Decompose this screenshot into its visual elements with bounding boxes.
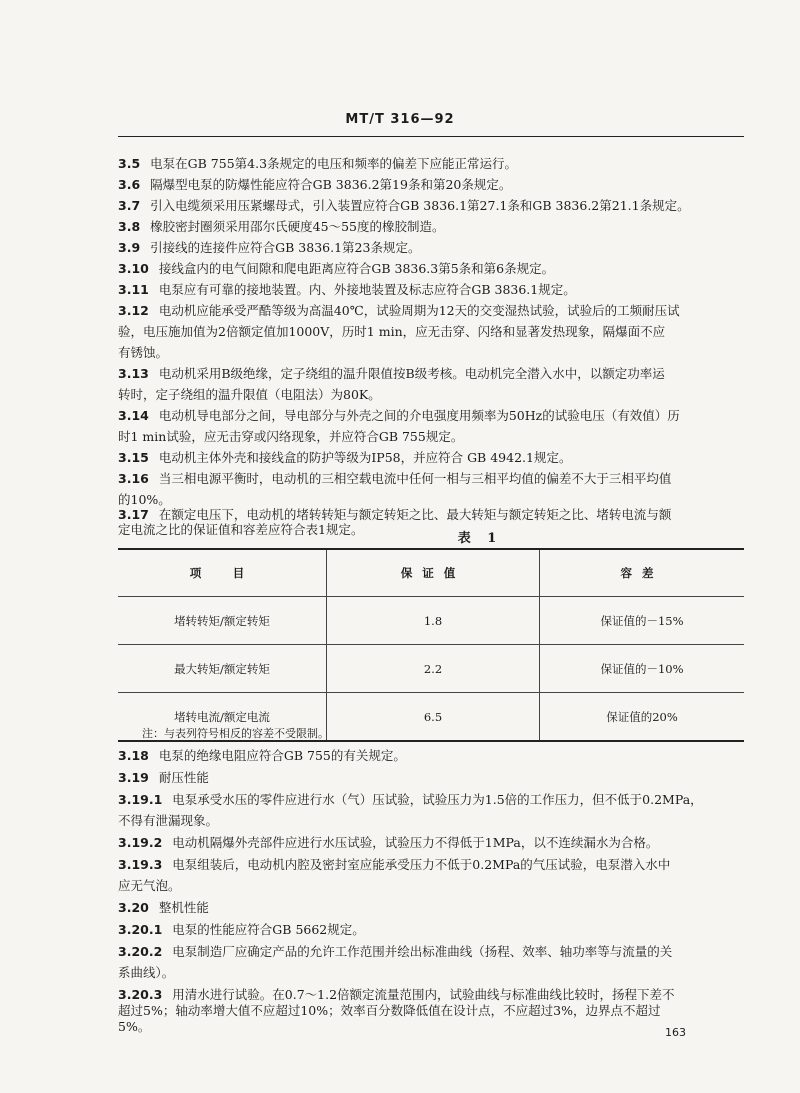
paragraph-line: 3.14 电动机导电部分之间，导电部分与外壳之间的介电强度用频率为50Hz的试验电压（有效值）历 <box>118 408 680 423</box>
paragraph-line: 3.18 电泵的绝缘电阻应符合GB 755的有关规定。 <box>118 748 406 763</box>
paragraph-line: 有锈蚀。 <box>118 345 169 360</box>
table-header-row <box>118 549 744 597</box>
paragraph-line: 3.13 电动机采用B级绝缘，定子绕组的温升限值按B级考核。电动机完全潜入水中，以额定功率运 <box>118 366 665 381</box>
paragraph-line: 3.20.3 用清水进行试验。在0.7～1.2倍额定流量范围内，试验曲线与标准曲线比较时，扬程下差不 <box>118 987 675 1002</box>
cell-item: 堵转电流/额定电流 <box>118 693 327 742</box>
spec-table <box>118 548 744 742</box>
paragraph-line: 3.8 橡胶密封圈须采用邵尔氏硬度45～55度的橡胶制造。 <box>118 219 445 234</box>
paragraph-line: 3.16 当三相电源平衡时，电动机的三相空载电流中任何一相与三相平均值的偏差不大于三相平均值 <box>118 471 672 486</box>
paragraph-line: 3.10 接线盒内的电气间隙和爬电距离应符合GB 3836.3第5条和第6条规定。 <box>118 261 555 276</box>
paragraph-line: 3.19.3 电泵组装后，电动机内腔及密封室应能承受压力不低于0.2MPa的气压试验，电泵潜入水中 <box>118 857 671 872</box>
cell-tolerance: 保证值的－10% <box>540 645 745 693</box>
paragraph-line: 的10%。 <box>118 492 171 507</box>
paragraph-line: 3.9 引接线的连接件应符合GB 3836.1第23条规定。 <box>118 240 421 255</box>
document-code: MT/T 316—92 <box>345 112 455 127</box>
paragraph-line: 3.19.1 电泵承受水压的零件应进行水（气）压试验，试验压力为1.5倍的工作压力，但不低于0.2MPa， <box>118 792 703 807</box>
cell-value: 6.5 <box>327 693 540 742</box>
paragraph-line: 系曲线）。 <box>118 965 175 980</box>
paragraph-line: 3.15 电动机主体外壳和接线盒的防护等级为IP58，并应符合 GB 4942.1规定。 <box>118 450 572 465</box>
paragraph-line: 3.20.1 电泵的性能应符合GB 5662规定。 <box>118 922 365 937</box>
col-header-tolerance: 容差 <box>540 549 745 597</box>
paragraph-line: 转时，定子绕组的温升限值（电阻法）为80K。 <box>118 387 381 402</box>
paragraph-line: 3.17 在额定电压下，电动机的堵转转矩与额定转矩之比、最大转矩与额定转矩之比、堵转电流与额 <box>118 507 672 522</box>
col-header-item: 项 目 <box>118 549 327 597</box>
cell-value: 1.8 <box>327 597 540 645</box>
table-row <box>118 597 744 645</box>
paragraph-line: 3.20 整机性能 <box>118 900 209 915</box>
cell-tolerance: 保证值的－15% <box>540 597 745 645</box>
paragraph-line: 应无气泡。 <box>118 878 181 893</box>
paragraph-line: 3.7 引入电缆须采用压紧螺母式，引入装置应符合GB 3836.1第27.1条和GB 3836.2第21.1条规定。 <box>118 198 690 213</box>
paragraph-line: 3.5 电泵在GB 755第4.3条规定的电压和频率的偏差下应能正常运行。 <box>118 156 518 171</box>
cell-value: 2.2 <box>327 645 540 693</box>
paragraph-line: 3.19 耐压性能 <box>118 770 209 785</box>
cell-item: 堵转转矩/额定转矩 <box>118 597 327 645</box>
paragraph-line: 不得有泄漏现象。 <box>118 813 219 828</box>
paragraph-line: 3.20.2 电泵制造厂应确定产品的允许工作范围并绘出标准曲线（扬程、效率、轴功率等与流量的关 <box>118 944 673 959</box>
paragraph-line: 3.6 隔爆型电泵的防爆性能应符合GB 3836.2第19条和第20条规定。 <box>118 177 512 192</box>
paragraph-line: 3.19.2 电动机隔爆外壳部件应进行水压试验，试验压力不得低于1MPa，以不连续漏水为合格。 <box>118 835 659 850</box>
table-row <box>118 645 744 693</box>
cell-item: 最大转矩/额定转矩 <box>118 645 327 693</box>
paragraph-line: 5%。 <box>118 1019 151 1034</box>
page-number: 163 <box>665 1026 686 1039</box>
paragraph-line: 验，电压施加值为2倍额定值加1000V，历时1 min，应无击穿、闪络和显著发热现象，隔爆面不应 <box>118 324 666 339</box>
paragraph-line: 超过5%；轴动率增大值不应超过10%；效率百分数降低值在设计点，不应超过3%，边界点不超过 <box>118 1003 661 1018</box>
paragraph-line: 时1 min试验，应无击穿或闪络现象，并应符合GB 755规定。 <box>118 429 464 444</box>
col-header-value: 保证值 <box>327 549 540 597</box>
cell-tolerance: 保证值的20% <box>540 693 745 742</box>
table-note: 注：与表列符号相反的容差不受限制。 <box>142 727 329 740</box>
paragraph-line: 定电流之比的保证值和容差应符合表1规定。 <box>118 522 364 537</box>
paragraph-line: 3.11 电泵应有可靠的接地装置。内、外接地装置及标志应符合GB 3836.1规定。 <box>118 282 576 297</box>
table-title: 表 1 <box>457 531 503 546</box>
header-rule <box>118 136 744 137</box>
paragraph-line: 3.12 电动机应能承受严酷等级为高温40℃，试验周期为12天的交变湿热试验，试验后的工频耐压试 <box>118 303 680 318</box>
